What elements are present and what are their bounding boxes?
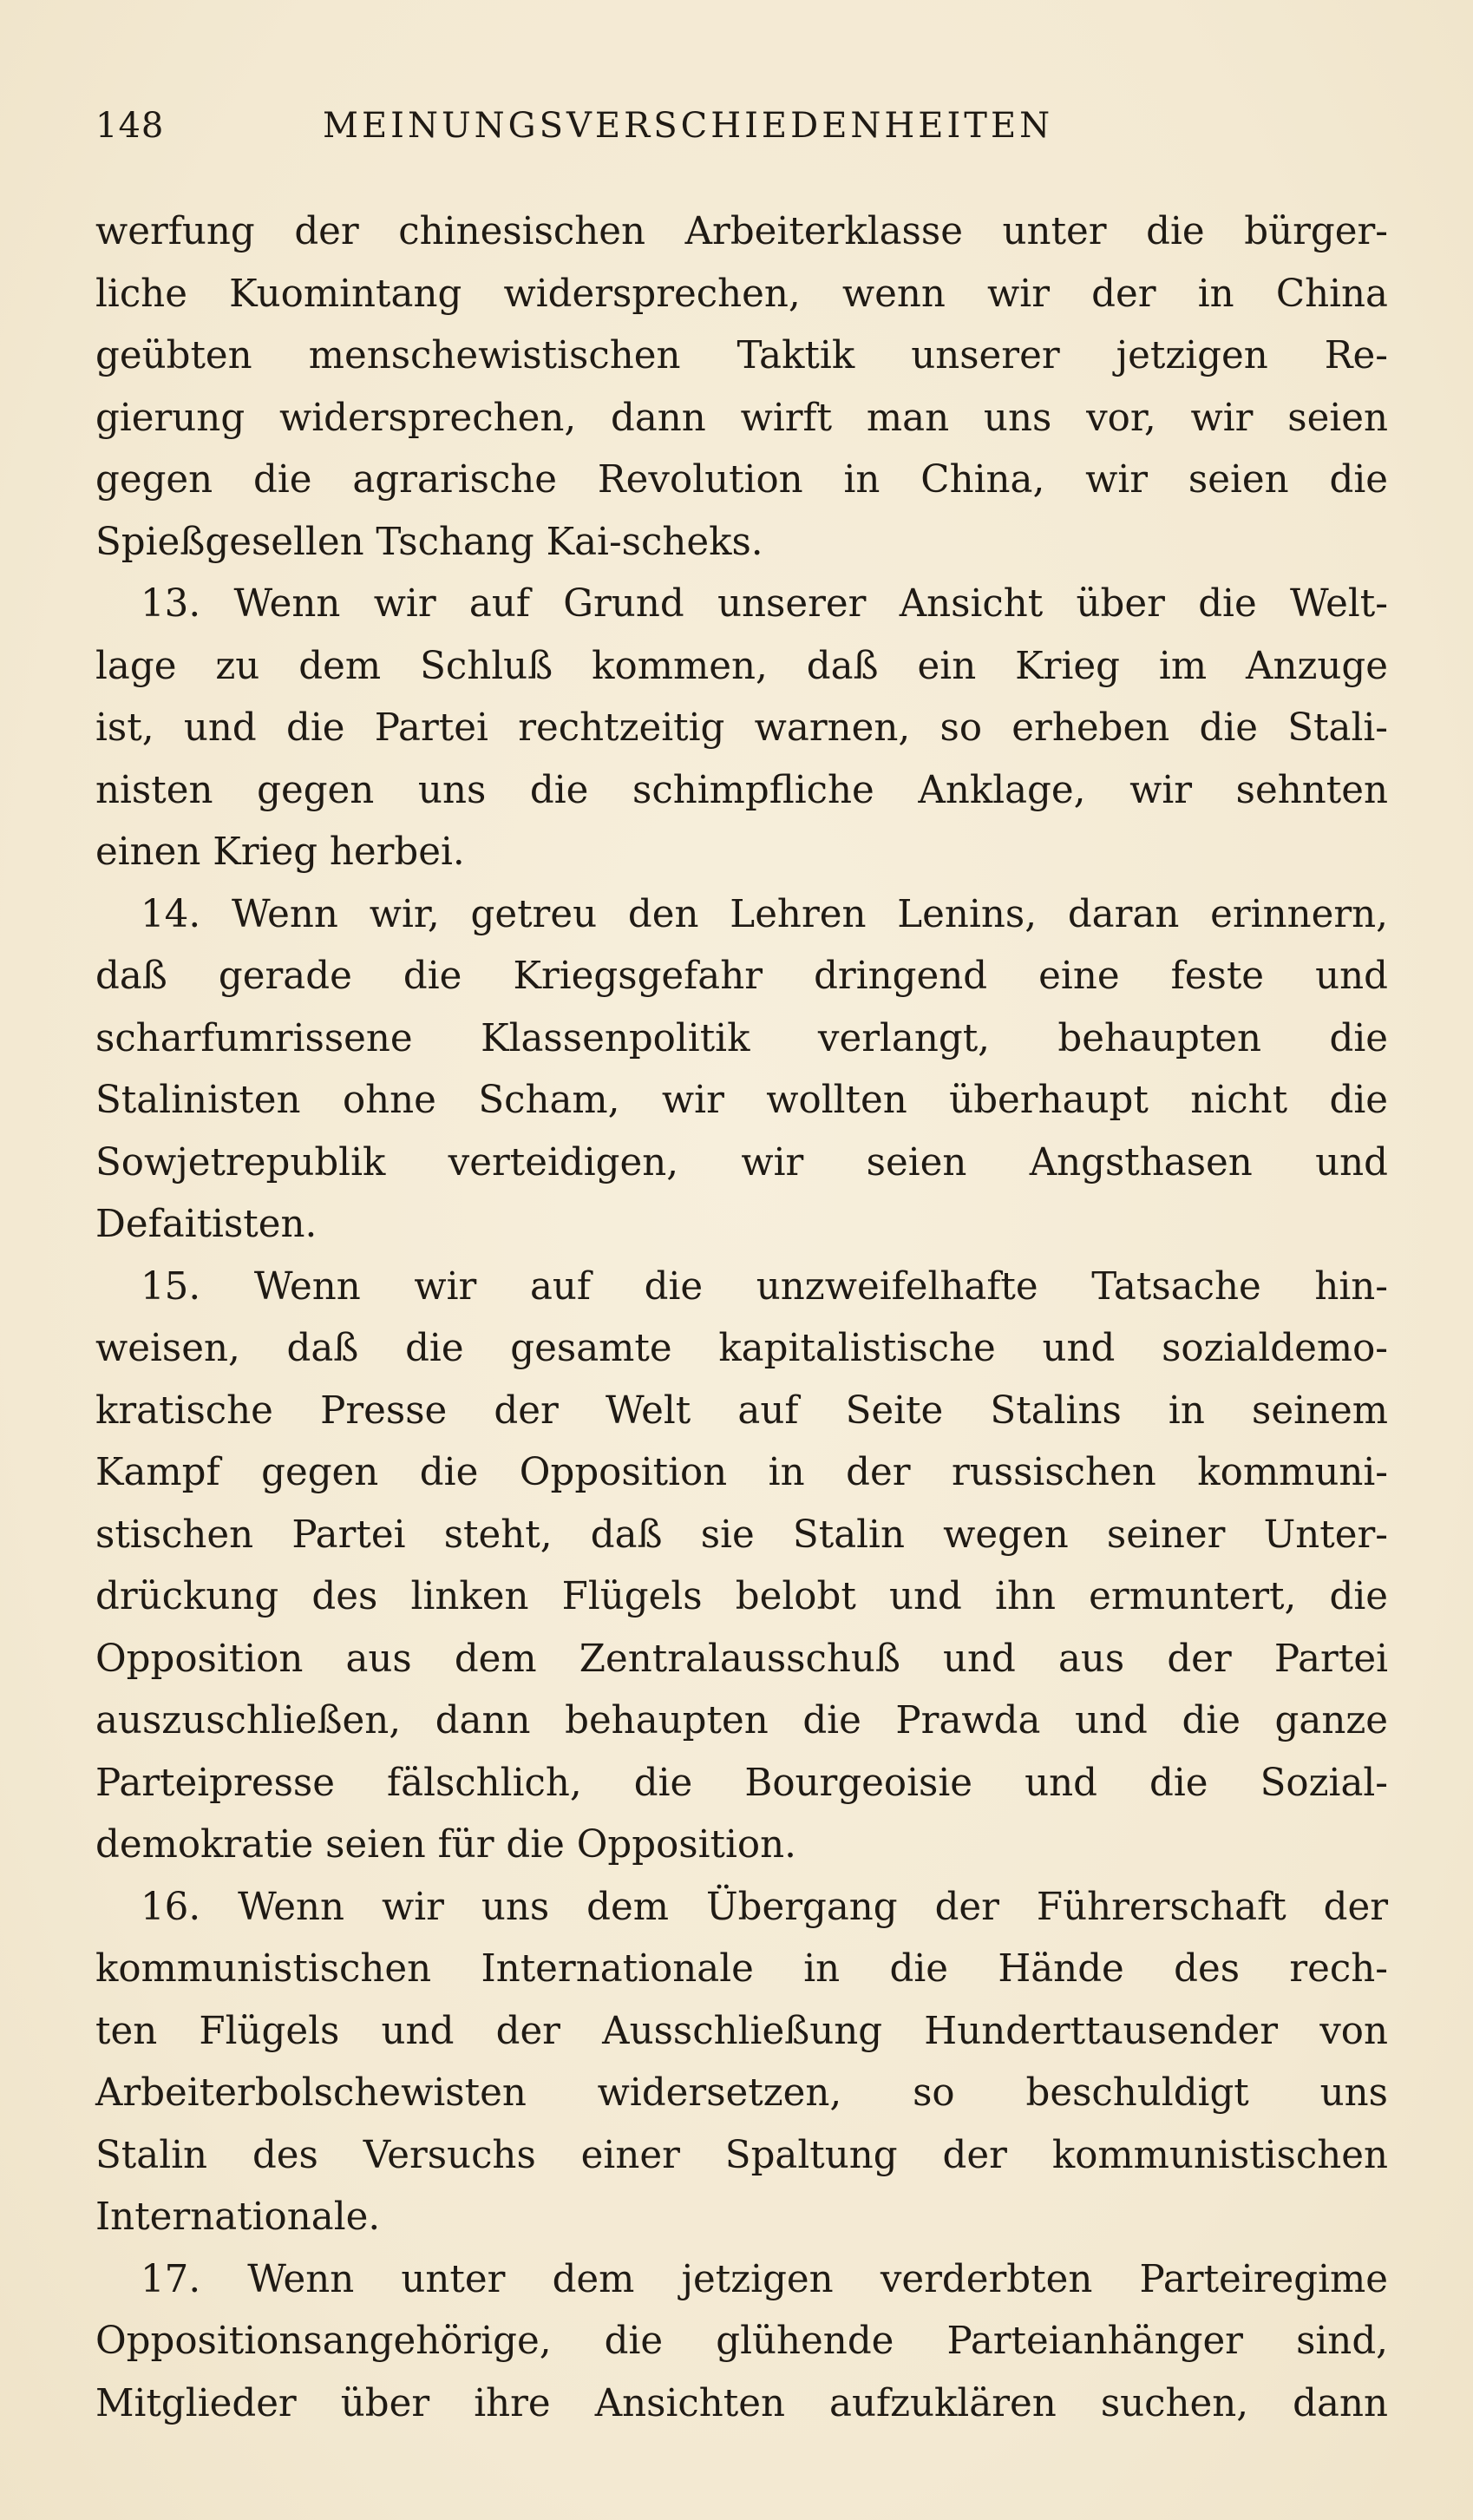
text-line: 16. Wenn wir uns dem Übergang der Führerschaft der: [141, 1885, 1388, 1929]
text-line: kratische Presse der Welt auf Seite Stalins in seinem: [95, 1388, 1388, 1433]
text-line: Mitglieder über ihre Ansichten aufzuklären suchen, dann: [95, 2381, 1388, 2425]
text-line: nisten gegen uns die schimpfliche Anklage, wir sehnten: [95, 768, 1388, 812]
text-line: Kampf gegen die Opposition in der russischen kommuni-: [95, 1451, 1388, 1494]
text-line: gierung widersprechen, dann wirft man uns vor, wir seien: [95, 396, 1388, 440]
text-line: lage zu dem Schluß kommen, daß ein Krieg im Anzuge: [95, 644, 1388, 688]
text-line: Sowjetrepublik verteidigen, wir seien Angsthasen und: [95, 1140, 1388, 1185]
text-line: liche Kuomintang widersprechen, wenn wir der in China: [95, 272, 1388, 316]
text-line: Oppositionsangehörige, die glühende Parteianhänger sind,: [95, 2320, 1388, 2363]
body-text: [95, 201, 1388, 2435]
running-head: [95, 106, 1379, 158]
text-line: scharfumrissene Klassenpolitik verlangt, behaupten die: [95, 1016, 1388, 1060]
text-line: 13. Wenn wir auf Grund unserer Ansicht über die Welt-: [141, 582, 1388, 626]
text-line: gegen die agrarische Revolution in China, wir seien die: [95, 458, 1388, 502]
text-line: kommunistischen Internationale in die Hände des rech-: [95, 1947, 1388, 1991]
text-line: 14. Wenn wir, getreu den Lehren Lenins, daran erinnern,: [141, 892, 1388, 936]
text-line: werfung der chinesischen Arbeiterklasse unter die bürger-: [95, 210, 1388, 253]
text-line: Arbeiterbolschewisten widersetzen, so beschuldigt uns: [95, 2071, 1388, 2115]
text-line: auszuschließen, dann behaupten die Prawda und die ganze: [95, 1699, 1388, 1742]
text-line: einen Krieg herbei.: [95, 830, 465, 874]
text-line: 17. Wenn unter dem jetzigen verderbten Parteiregime: [141, 2257, 1388, 2301]
text-line: Opposition aus dem Zentralausschuß und aus der Partei: [95, 1637, 1388, 1681]
text-line: daß gerade die Kriegsgefahr dringend eine feste und: [95, 955, 1388, 998]
text-line: Parteipresse fälschlich, die Bourgeoisie und die Sozial-: [95, 1761, 1388, 1805]
text-line: weisen, daß die gesamte kapitalistische und sozialdemo-: [95, 1327, 1388, 1370]
text-line: 15. Wenn wir auf die unzweifelhafte Tatsache hin-: [141, 1264, 1388, 1309]
page-number: 148: [95, 106, 165, 146]
text-line: ist, und die Partei rechtzeitig warnen, so erheben die Stali-: [95, 706, 1388, 750]
text-line: Stalin des Versuchs einer Spaltung der kommunistischen: [95, 2133, 1388, 2177]
text-line: Defaitisten.: [95, 1203, 318, 1246]
text-line: ten Flügels und der Ausschließung Hunderttausender von: [95, 2009, 1388, 2053]
running-head-title: MEINUNGSVERSCHIEDENHEITEN: [323, 106, 1054, 146]
text-line: Internationale.: [95, 2195, 381, 2239]
text-line: geübten menschewistischen Taktik unserer jetzigen Re-: [95, 334, 1388, 377]
text-line: drückung des linken Flügels belobt und ihn ermuntert, die: [95, 1575, 1388, 1618]
text-line: stischen Partei steht, daß sie Stalin wegen seiner Unter-: [95, 1513, 1388, 1557]
text-line: demokratie seien für die Opposition.: [95, 1823, 796, 1867]
text-line: Stalinisten ohne Scham, wir wollten überhaupt nicht die: [95, 1079, 1388, 1122]
text-line: Spießgesellen Tschang Kai-scheks.: [95, 520, 763, 564]
